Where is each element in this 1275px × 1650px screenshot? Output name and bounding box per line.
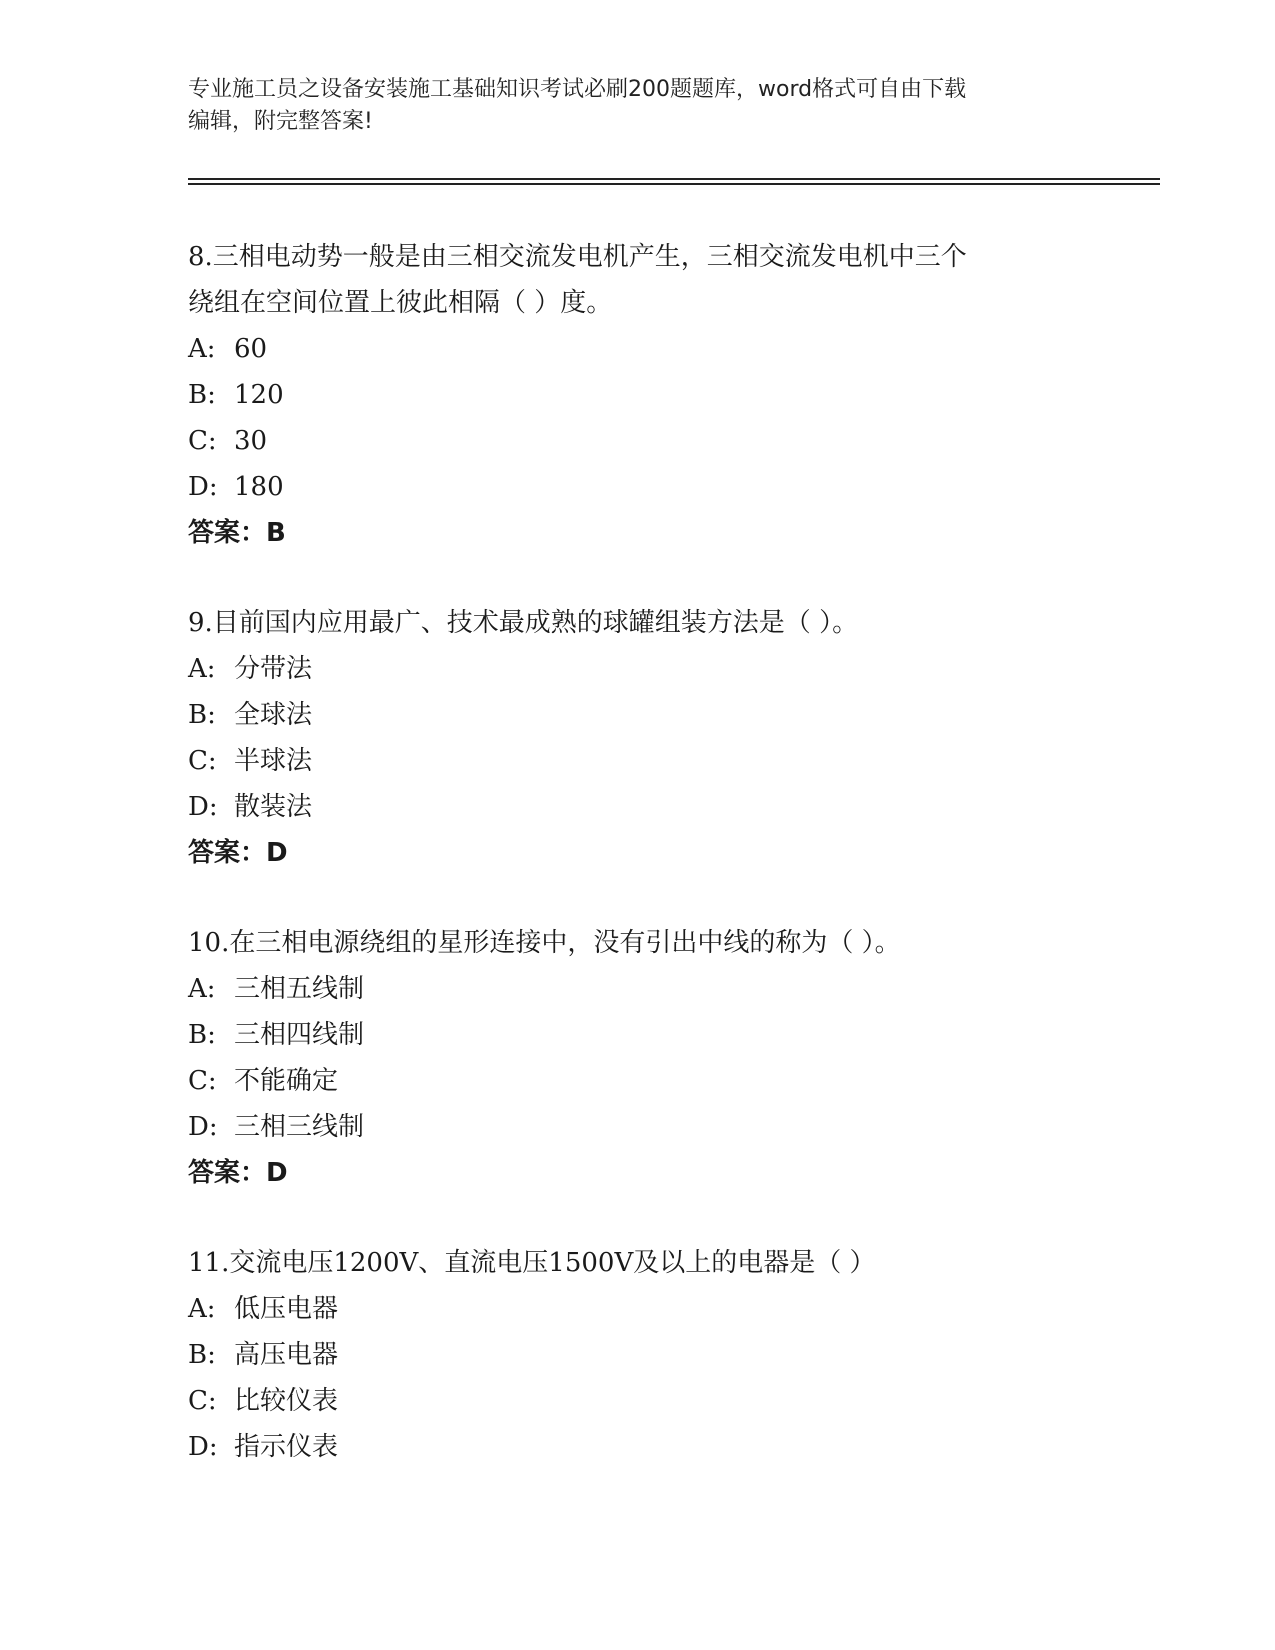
option-letter: D: [188, 792, 218, 822]
option-b [188, 372, 1088, 418]
option-letter: A: [188, 1294, 216, 1324]
option-letter: B: [188, 1020, 216, 1050]
header-divider-top [188, 178, 1160, 180]
question-8 [188, 234, 1088, 556]
question-stem: 8.三相电动势一般是由三相交流发电机产生，三相交流发电机中三个 [188, 242, 967, 272]
option-d [188, 1104, 1088, 1150]
option-a [188, 1286, 1088, 1332]
question-stem: 10.在三相电源绕组的星形连接中，没有引出中线的称为（ ）。 [188, 928, 901, 958]
option-letter: B: [188, 1340, 216, 1370]
question-stem: 11.交流电压1200V、直流电压1500V及以上的电器是（ ） [188, 1248, 876, 1278]
option-letter: B: [188, 700, 216, 730]
option-a [188, 326, 1088, 372]
option-letter: B: [188, 380, 216, 410]
header-title-line-1: 专业施工员之设备安装施工基础知识考试必刷200题题库，word格式可自由下载 [188, 77, 967, 102]
option-d [188, 464, 1088, 510]
header-title-line-2: 编辑，附完整答案! [188, 109, 373, 134]
option-text: 分带法 [234, 654, 313, 684]
option-letter: A: [188, 654, 216, 684]
option-letter: D: [188, 1112, 218, 1142]
document-header [188, 74, 1068, 138]
option-text: 三相五线制 [234, 974, 365, 1004]
option-text: 半球法 [234, 746, 313, 776]
option-d [188, 1424, 1088, 1470]
option-d [188, 784, 1088, 830]
option-text: 全球法 [234, 700, 313, 730]
option-text: 120 [234, 380, 284, 410]
option-text: 三相四线制 [234, 1020, 365, 1050]
option-text: 不能确定 [234, 1066, 339, 1096]
answer-text: 答案：D [188, 838, 288, 868]
option-a [188, 966, 1088, 1012]
option-letter: A: [188, 974, 216, 1004]
option-letter: D: [188, 1432, 218, 1462]
option-text: 三相三线制 [234, 1112, 365, 1142]
option-text: 比较仪表 [234, 1386, 339, 1416]
question-10 [188, 920, 1088, 1196]
option-letter: C: [188, 746, 217, 776]
option-text: 30 [234, 426, 268, 456]
option-text: 低压电器 [234, 1294, 339, 1324]
option-c [188, 1058, 1088, 1104]
header-divider-bottom [188, 183, 1160, 185]
option-letter: A: [188, 334, 216, 364]
option-letter: C: [188, 426, 217, 456]
option-text: 散装法 [234, 792, 313, 822]
option-letter: D: [188, 472, 218, 502]
option-letter: C: [188, 1386, 217, 1416]
option-text: 180 [234, 472, 284, 502]
option-a [188, 646, 1088, 692]
answer-text: 答案：B [188, 518, 286, 548]
option-c [188, 738, 1088, 784]
answer-text: 答案：D [188, 1158, 288, 1188]
option-letter: C: [188, 1066, 217, 1096]
option-text: 高压电器 [234, 1340, 339, 1370]
option-text: 60 [234, 334, 268, 364]
question-stem: 9.目前国内应用最广、技术最成熟的球罐组装方法是（ ）。 [188, 608, 859, 638]
question-stem-continued: 绕组在空间位置上彼此相隔（ ）度。 [188, 288, 613, 318]
option-c [188, 1378, 1088, 1424]
option-b [188, 692, 1088, 738]
option-b [188, 1012, 1088, 1058]
option-b [188, 1332, 1088, 1378]
option-text: 指示仪表 [234, 1432, 339, 1462]
question-11 [188, 1240, 1088, 1470]
option-c [188, 418, 1088, 464]
question-list [188, 234, 1088, 1514]
question-9 [188, 600, 1088, 876]
